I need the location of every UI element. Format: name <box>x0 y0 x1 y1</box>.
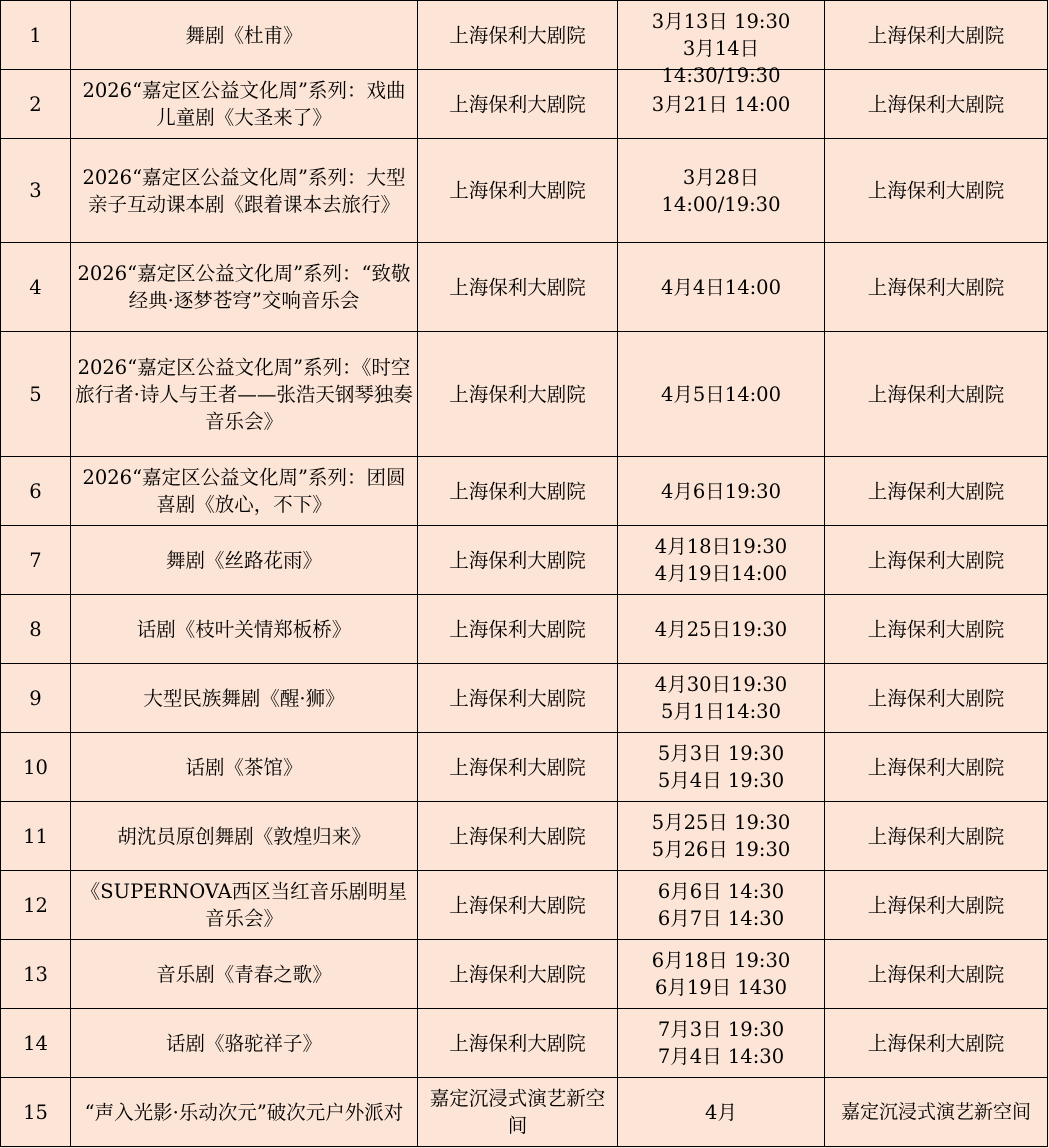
time-line: 4月18日19:30 <box>654 535 788 558</box>
time-line: 6月6日 14:30 <box>657 880 785 903</box>
performance-location: 上海保利大剧院 <box>825 595 1048 664</box>
performance-time <box>618 1009 825 1078</box>
row-number: 7 <box>1 526 71 595</box>
performance-name: 2026“嘉定区公益文化周”系列：“致敬经典·逐梦苍穹”交响音乐会 <box>71 243 418 332</box>
performance-name: 2026“嘉定区公益文化周”系列：大型亲子互动课本剧《跟着课本去旅行》 <box>71 139 418 243</box>
table-row <box>1 139 1048 243</box>
time-line: 4月19日14:00 <box>654 562 788 585</box>
performance-location: 嘉定沉浸式演艺新空间 <box>825 1078 1048 1147</box>
performance-time <box>618 526 825 595</box>
performance-time <box>618 802 825 871</box>
row-number: 8 <box>1 595 71 664</box>
performance-time <box>618 243 825 332</box>
time-line: 5月3日 19:30 <box>657 742 785 765</box>
performance-name: 大型民族舞剧《醒·狮》 <box>71 664 418 733</box>
performance-time <box>618 457 825 526</box>
time-line: 6月19日 1430 <box>654 976 788 999</box>
row-number: 10 <box>1 733 71 802</box>
time-line: 5月26日 19:30 <box>651 838 791 861</box>
performance-location: 上海保利大剧院 <box>825 871 1048 940</box>
performance-venue: 上海保利大剧院 <box>418 1009 618 1078</box>
performance-venue: 上海保利大剧院 <box>418 457 618 526</box>
row-number: 11 <box>1 802 71 871</box>
performance-location: 上海保利大剧院 <box>825 243 1048 332</box>
table-row <box>1 1009 1048 1078</box>
time-line: 4月 <box>705 1100 737 1124</box>
time-line: 4月30日19:30 <box>654 673 788 696</box>
table-row <box>1 243 1048 332</box>
row-number: 1 <box>1 1 71 70</box>
time-line: 6月18日 19:30 <box>651 949 791 972</box>
performance-time <box>618 1078 825 1147</box>
table-row <box>1 1 1048 70</box>
performance-venue: 上海保利大剧院 <box>418 595 618 664</box>
row-number: 2 <box>1 70 71 139</box>
row-number: 5 <box>1 332 71 457</box>
time-line: 7月3日 19:30 <box>657 1018 785 1041</box>
performance-venue: 上海保利大剧院 <box>418 70 618 139</box>
performance-name: 2026“嘉定区公益文化周”系列：《时空旅行者·诗人与王者——张浩天钢琴独奏音乐会》 <box>71 332 418 457</box>
performance-name: 胡沈员原创舞剧《敦煌归来》 <box>71 802 418 871</box>
performance-name: 话剧《枝叶关情郑板桥》 <box>71 595 418 664</box>
row-number: 3 <box>1 139 71 243</box>
table-row <box>1 802 1048 871</box>
time-line: 4月6日19:30 <box>660 479 781 503</box>
performance-time <box>618 332 825 457</box>
performance-location: 上海保利大剧院 <box>825 1009 1048 1078</box>
performance-name: 《SUPERNOVA西区当红音乐剧明星音乐会》 <box>71 871 418 940</box>
performance-name: 话剧《骆驼祥子》 <box>71 1009 418 1078</box>
performance-venue: 上海保利大剧院 <box>418 940 618 1009</box>
performance-name: 音乐剧《青春之歌》 <box>71 940 418 1009</box>
time-line: 4月25日19:30 <box>654 617 788 641</box>
performance-time <box>618 595 825 664</box>
performance-location: 上海保利大剧院 <box>825 526 1048 595</box>
performance-venue: 上海保利大剧院 <box>418 332 618 457</box>
row-number: 12 <box>1 871 71 940</box>
performance-location: 上海保利大剧院 <box>825 457 1048 526</box>
performance-venue: 上海保利大剧院 <box>418 1 618 70</box>
performance-name: 2026“嘉定区公益文化周”系列：戏曲儿童剧《大圣来了》 <box>71 70 418 139</box>
row-number: 14 <box>1 1009 71 1078</box>
performance-venue: 嘉定沉浸式演艺新空间 <box>418 1078 618 1147</box>
time-line: 3月14日 <box>682 36 760 60</box>
time-line: 5月1日14:30 <box>660 700 781 723</box>
time-line: 14:30/19:30 <box>661 63 781 87</box>
performance-time <box>618 1 825 87</box>
performance-location: 上海保利大剧院 <box>825 940 1048 1009</box>
row-number: 6 <box>1 457 71 526</box>
time-line: 4月4日14:00 <box>660 275 781 299</box>
performance-name: 话剧《茶馆》 <box>71 733 418 802</box>
performance-location: 上海保利大剧院 <box>825 139 1048 243</box>
table-row <box>1 70 1048 139</box>
table-row <box>1 871 1048 940</box>
row-number: 4 <box>1 243 71 332</box>
time-line: 3月28日 <box>682 165 760 189</box>
performance-venue: 上海保利大剧院 <box>418 526 618 595</box>
table-row <box>1 1078 1048 1147</box>
time-line: 14:00/19:30 <box>661 192 781 216</box>
time-line: 3月13日 19:30 <box>651 9 791 33</box>
table-row <box>1 526 1048 595</box>
performance-venue: 上海保利大剧院 <box>418 243 618 332</box>
performance-time <box>618 139 825 243</box>
performance-venue: 上海保利大剧院 <box>418 871 618 940</box>
performance-time <box>618 664 825 733</box>
time-line: 6月7日 14:30 <box>657 907 785 930</box>
performance-location: 上海保利大剧院 <box>825 332 1048 457</box>
performance-location: 上海保利大剧院 <box>825 1 1048 70</box>
performance-venue: 上海保利大剧院 <box>418 139 618 243</box>
performance-name: 2026“嘉定区公益文化周”系列：团圆喜剧《放心，不下》 <box>71 457 418 526</box>
performance-venue: 上海保利大剧院 <box>418 733 618 802</box>
performance-name: 舞剧《丝路花雨》 <box>71 526 418 595</box>
row-number: 13 <box>1 940 71 1009</box>
performance-time <box>618 871 825 940</box>
table-row <box>1 332 1048 457</box>
table-row <box>1 664 1048 733</box>
table-row <box>1 457 1048 526</box>
time-line: 7月4日 14:30 <box>657 1045 785 1068</box>
row-number: 15 <box>1 1078 71 1147</box>
performance-location: 上海保利大剧院 <box>825 70 1048 139</box>
time-line: 5月25日 19:30 <box>651 811 791 834</box>
time-line: 3月21日 14:00 <box>651 92 791 116</box>
performance-location: 上海保利大剧院 <box>825 664 1048 733</box>
row-number: 9 <box>1 664 71 733</box>
table-row <box>1 595 1048 664</box>
performance-name: 舞剧《杜甫》 <box>71 1 418 70</box>
time-line: 4月5日14:00 <box>660 382 781 406</box>
performance-name: “声入光影·乐动次元”破次元户外派对 <box>71 1078 418 1147</box>
table-row <box>1 733 1048 802</box>
performance-time <box>618 940 825 1009</box>
performance-location: 上海保利大剧院 <box>825 733 1048 802</box>
table-row <box>1 940 1048 1009</box>
performance-venue: 上海保利大剧院 <box>418 802 618 871</box>
performance-time <box>618 733 825 802</box>
time-line: 5月4日 19:30 <box>657 769 785 792</box>
performance-venue: 上海保利大剧院 <box>418 664 618 733</box>
performance-location: 上海保利大剧院 <box>825 802 1048 871</box>
